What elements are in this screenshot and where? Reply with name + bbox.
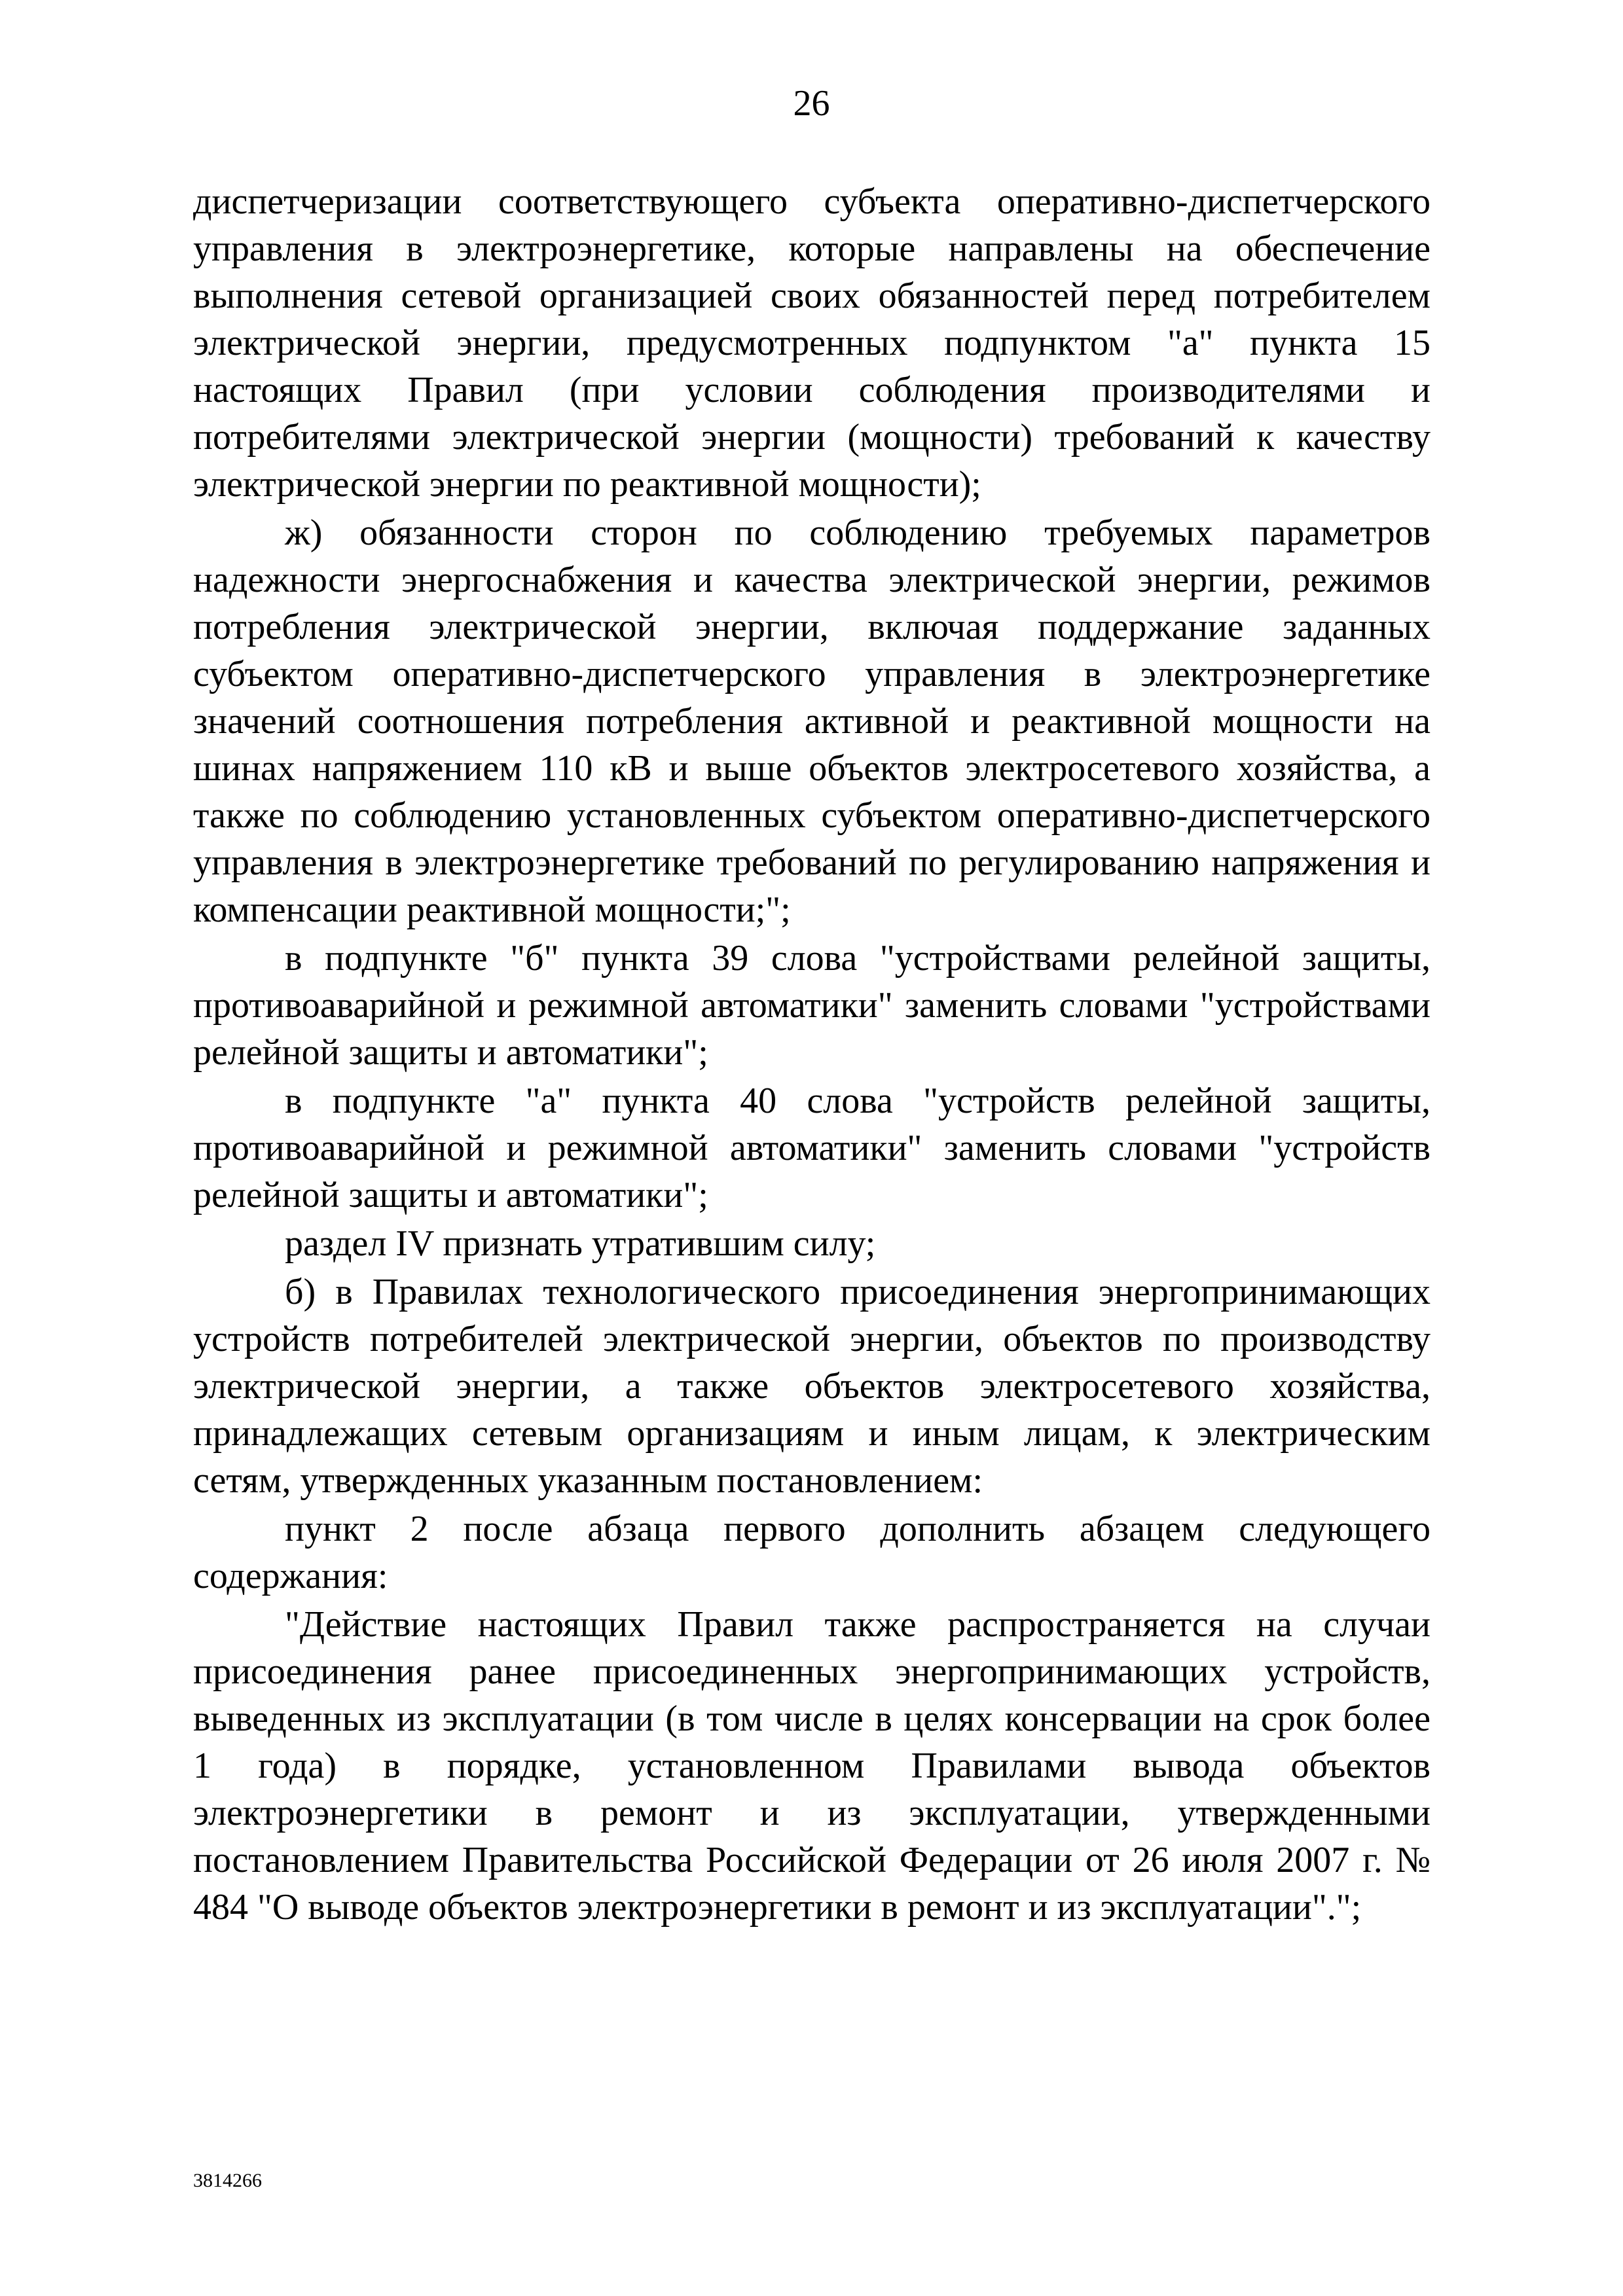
paragraph-zh-obligations: ж) обязанности сторон по соблюдению требуемых параметров надежности энергоснабжения и качества электрической энергии, режимов потребления электрической энергии, включая поддержание заданных субъектом оперативно-диспетчерского управления в электроэнергетике значений соотношения потребления активной и реактивной мощности на шинах напряжением 110 кВ и выше объектов электросетевого хозяйства, а также по соблюдению установленных субъектом оперативно-диспетчерского управления в электроэнергетике требований по регулированию напряжения и компенсации реактивной мощности;"; xyxy=(193,512,1431,930)
page-number: 26 xyxy=(793,83,830,124)
paragraph-item-40: в подпункте "а" пункта 40 слова "устройств релейной защиты, противоаварийной и режимной автоматики" заменить словами "устройств релейной защиты и автоматики"; xyxy=(193,1081,1431,1215)
paragraph-b-rules: б) в Правилах технологического присоединения энергопринимающих устройств потребителей электрической энергии, объектов по производству электрической энергии, а также объектов электросетевого хозяйства, принадлежащих сетевым организациям и иным лицам, к электрическим сетям, утвержденных указанным постановлением: xyxy=(193,1272,1431,1501)
paragraph-continuation: диспетчеризации соответствующего субъекта оперативно-диспетчерского управления в электроэнергетике, которые направлены на обеспечение выполнения сетевой организацией своих обязанностей перед потребителем электрической энергии, предусмотренных подпунктом "а" пункта 15 настоящих Правил (при условии соблюдения производителями и потребителями электрической энергии (мощности) требований к качеству электрической энергии по реактивной мощности); xyxy=(193,181,1431,505)
paragraph-quoted-text: "Действие настоящих Правил также распространяется на случаи присоединения ранее присоединенных энергопринимающих устройств, выведенных из эксплуатации (в том числе в целях консервации на срок более 1 года) в порядке, установленном Правилами вывода объектов электроэнергетики в ремонт и из эксплуатации, утвержденными постановлением Правительства Российской Федерации от 26 июля 2007 г. № 484 "О выводе объектов электроэнергетики в ремонт и из эксплуатации"."; xyxy=(193,1604,1431,1928)
paragraph-item-2: пункт 2 после абзаца первого дополнить абзацем следующего содержания: xyxy=(193,1509,1431,1596)
paragraph-section-iv: раздел IV признать утратившим силу; xyxy=(285,1223,876,1264)
document-body xyxy=(193,178,1431,1931)
paragraph-item-39: в подпункте "б" пункта 39 слова "устройствами релейной защиты, противоаварийной и режимной автоматики" заменить словами "устройствами релейной защиты и автоматики"; xyxy=(193,938,1431,1073)
document-code: 3814266 xyxy=(193,2170,262,2191)
